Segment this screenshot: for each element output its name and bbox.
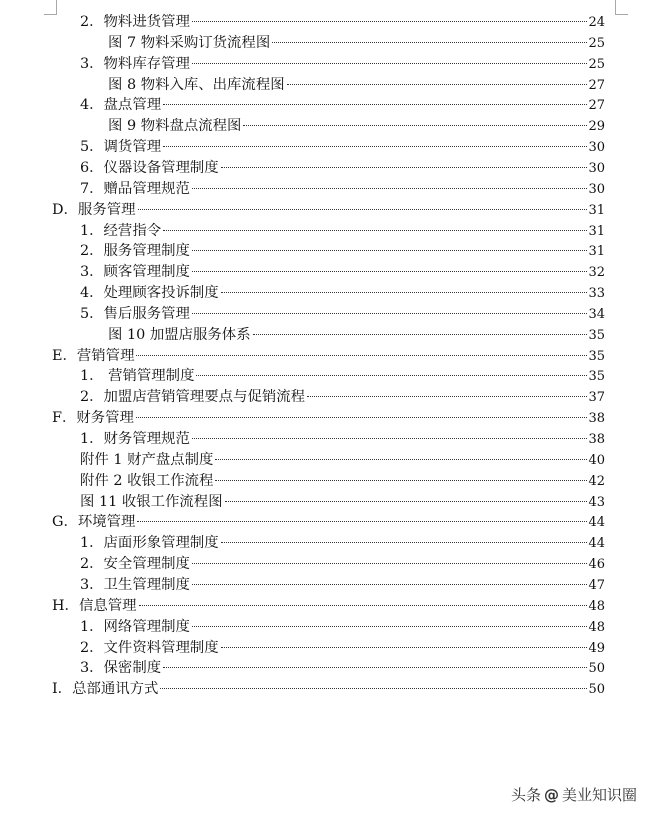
toc-dot-leader — [163, 230, 587, 231]
toc-dot-leader — [192, 438, 588, 439]
toc-dot-leader — [192, 626, 588, 627]
toc-entry-page: 32 — [588, 265, 605, 281]
toc-entry[interactable] — [80, 262, 605, 283]
toc-entry-label: 3．卫生管理制度 — [80, 576, 190, 593]
toc-entry-page: 25 — [588, 35, 605, 51]
toc-dot-leader — [287, 84, 588, 85]
watermark-at: @ — [543, 785, 559, 804]
toc-dot-leader — [221, 292, 588, 293]
toc-entry[interactable] — [108, 325, 605, 346]
toc-entry-page: 30 — [588, 181, 605, 197]
toc-entry-label: 3．顾客管理制度 — [80, 264, 190, 281]
toc-entry-label: H．信息管理 — [52, 597, 137, 614]
toc-entry-label: 7．赠品管理规范 — [80, 180, 190, 197]
toc-entry-label: E．营销管理 — [52, 347, 135, 364]
toc-entry-page: 33 — [588, 286, 605, 302]
toc-entry[interactable] — [80, 95, 605, 116]
toc-dot-leader — [196, 375, 587, 376]
toc-entry-label: 1．经营指令 — [80, 222, 162, 239]
toc-dot-leader — [225, 501, 588, 502]
toc-entry[interactable] — [80, 450, 605, 471]
toc-entry-page: 44 — [588, 536, 605, 552]
toc-entry[interactable] — [80, 283, 605, 304]
toc-entry-page: 47 — [588, 577, 605, 593]
toc-entry-label: 5．售后服务管理 — [80, 305, 190, 322]
toc-entry-label: 4．盘点管理 — [80, 97, 162, 114]
toc-entry-label: 2．物料进货管理 — [80, 14, 190, 30]
toc-entry-label: 附件 2 收银工作流程 — [80, 472, 214, 489]
toc-entry[interactable] — [80, 575, 605, 596]
toc-entry-page: 42 — [588, 473, 605, 489]
toc-entry-page: 38 — [588, 432, 605, 447]
toc-dot-leader — [192, 250, 588, 251]
toc-entry-page: 24 — [588, 15, 605, 30]
toc-entry-label: 图 8 物料入库、出库流程图 — [108, 76, 285, 93]
toc-dot-leader — [243, 125, 587, 126]
toc-entry-page: 35 — [588, 348, 605, 364]
toc-dot-leader — [192, 271, 588, 272]
page-corner-mark-right — [615, 0, 628, 15]
toc-dot-leader — [192, 21, 588, 22]
toc-entry-label: D．服务管理 — [52, 201, 136, 218]
toc-entry-label: I．总部通讯方式 — [52, 681, 159, 698]
toc-entry[interactable] — [80, 304, 605, 325]
page-corner-mark-left — [44, 0, 57, 15]
toc-entry-page: 48 — [588, 598, 605, 614]
toc-entry-label: 1．财务管理规范 — [80, 431, 190, 447]
toc-entry[interactable] — [108, 33, 605, 54]
toc-dot-leader — [221, 647, 588, 648]
toc-dot-leader — [192, 63, 588, 64]
toc-entry[interactable] — [80, 179, 605, 200]
toc-entry-page: 31 — [588, 202, 605, 218]
toc-entry-label: 附件 1 财产盘点制度 — [80, 451, 214, 468]
toc-dot-leader — [138, 209, 588, 210]
toc-dot-leader — [192, 563, 588, 564]
toc-entry-label: 图 11 收银工作流程图 — [80, 493, 223, 510]
toc-entry-page: 50 — [588, 661, 605, 677]
watermark-prefix: 头条 — [510, 786, 541, 804]
toc-dot-leader — [253, 334, 588, 335]
toc-entry-page: 50 — [588, 682, 605, 698]
toc-entry-label: 2．安全管理制度 — [80, 556, 190, 573]
toc-entry[interactable] — [80, 658, 605, 679]
toc-dot-leader — [307, 396, 587, 397]
toc-entry-page: 49 — [588, 640, 605, 656]
toc-entry-label: 1． 营销管理制度 — [80, 368, 195, 385]
toc-entry-page: 34 — [588, 306, 605, 322]
toc-entry-page: 31 — [588, 244, 605, 260]
toc-dot-leader — [221, 542, 588, 543]
toc-dot-leader — [163, 667, 587, 668]
toc-entry-label: 2．加盟店营销管理要点与促销流程 — [80, 389, 306, 406]
toc-entry[interactable] — [80, 366, 605, 387]
toc-entry-page: 44 — [588, 515, 605, 531]
toc-entry-label: F．财务管理 — [52, 410, 134, 427]
toc-entry-label: 2．文件资料管理制度 — [80, 639, 219, 656]
toc-entry-page: 35 — [588, 327, 605, 343]
toc-entry-label: 图 10 加盟店服务体系 — [108, 326, 251, 343]
toc-dot-leader — [272, 42, 587, 43]
toc-entry-page: 25 — [588, 56, 605, 72]
toc-entry-page: 27 — [588, 98, 605, 114]
toc-entry[interactable] — [80, 471, 605, 492]
toc-entry-page: 48 — [588, 619, 605, 635]
toc-dot-leader — [160, 688, 587, 689]
toc-entry-page: 37 — [588, 390, 605, 406]
toc-entry-page: 31 — [588, 223, 605, 239]
toc-entry[interactable] — [52, 512, 605, 533]
toc-entry-label: 3．物料库存管理 — [80, 55, 190, 72]
toc-dot-leader — [137, 521, 587, 522]
toc-entry-label: 5．调货管理 — [80, 139, 162, 156]
toc-entry[interactable] — [80, 54, 605, 75]
toc-entry-label: 1．店面形象管理制度 — [80, 535, 219, 552]
toc-entry-page: 27 — [588, 77, 605, 93]
toc-entry-page: 46 — [588, 557, 605, 573]
toc-entry[interactable] — [80, 429, 605, 450]
toc-dot-leader — [163, 146, 587, 147]
toc-entry[interactable] — [52, 200, 605, 221]
toc-entry[interactable] — [108, 75, 605, 96]
toc-dot-leader — [192, 584, 588, 585]
toc-entry[interactable] — [80, 638, 605, 659]
toc-entry-page: 30 — [588, 160, 605, 176]
toc-entry[interactable] — [80, 158, 605, 179]
toc-dot-leader — [163, 104, 587, 105]
toc-entry[interactable] — [52, 679, 605, 700]
toc-entry[interactable] — [80, 387, 605, 408]
toc-dot-leader — [136, 355, 587, 356]
toc-entry-label: 6．仪器设备管理制度 — [80, 159, 219, 176]
toc-entry-page: 43 — [588, 494, 605, 510]
toc-dot-leader — [136, 417, 588, 418]
toc-entry-label: 1．网络管理制度 — [80, 618, 190, 635]
toc-dot-leader — [215, 480, 587, 481]
toc-entry[interactable] — [80, 241, 605, 262]
toc-dot-leader — [221, 167, 588, 168]
toc-dot-leader — [215, 459, 587, 460]
toc-entry-page: 30 — [588, 140, 605, 156]
toc-entry-page: 35 — [588, 369, 605, 385]
toc-dot-leader — [192, 188, 588, 189]
toc-entry-page: 29 — [588, 119, 605, 135]
toc-entry-label: 4．处理顾客投诉制度 — [80, 285, 219, 302]
toc-entry-label: 2．服务管理制度 — [80, 243, 190, 260]
toc-entry[interactable] — [80, 221, 605, 242]
watermark — [511, 784, 637, 805]
toc-entry[interactable] — [52, 408, 605, 429]
toc-entry[interactable] — [80, 137, 605, 158]
toc-entry-label: G．环境管理 — [52, 514, 136, 531]
toc-entry[interactable] — [108, 116, 605, 137]
toc-entry[interactable] — [80, 554, 605, 575]
toc-entry[interactable] — [80, 12, 605, 33]
toc-entry[interactable] — [80, 617, 605, 638]
watermark-handle: 美业知识圈 — [561, 786, 637, 804]
toc-dot-leader — [139, 605, 588, 606]
toc-entry-page: 38 — [588, 411, 605, 427]
toc-entry[interactable] — [80, 492, 605, 513]
toc-entry-label: 图 9 物料盘点流程图 — [108, 118, 242, 135]
toc-entry[interactable] — [52, 346, 605, 367]
toc-entry-label: 图 7 物料采购订货流程图 — [108, 34, 271, 51]
toc-dot-leader — [192, 313, 588, 314]
toc-entry[interactable] — [80, 533, 605, 554]
toc-entry-label: 3．保密制度 — [80, 660, 162, 677]
toc-entry[interactable] — [52, 596, 605, 617]
toc-entry-page: 40 — [588, 452, 605, 468]
